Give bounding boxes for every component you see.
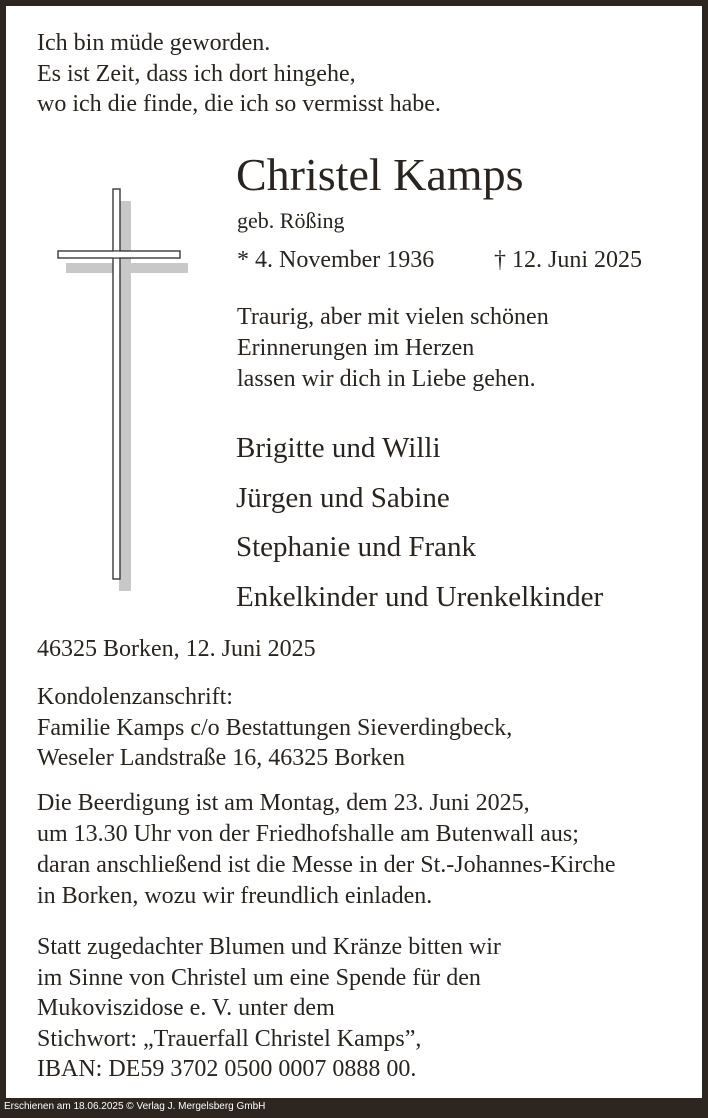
funeral-info	[37, 788, 616, 912]
donation-request	[37, 932, 501, 1085]
cross-shadow-horizontal	[66, 263, 188, 273]
verse-line: wo ich die finde, die ich so vermisst habe.	[37, 91, 441, 117]
farewell-line: Erinnerungen im Herzen	[237, 335, 475, 361]
farewell-text	[237, 302, 549, 395]
farewell-line: lassen wir dich in Liebe gehen.	[237, 366, 536, 392]
birth-date: * 4. November 1936	[237, 247, 435, 273]
condolence-line: Kondolenzanschrift:	[37, 684, 233, 710]
mourner: Enkelkinder und Urenkelkinder	[236, 580, 604, 613]
donation-line: im Sinne von Christel um eine Spende für den	[37, 964, 481, 991]
cross-shadow-vertical	[119, 201, 131, 591]
deceased-name: Christel Kamps	[236, 149, 524, 200]
death-date: † 12. Juni 2025	[494, 247, 643, 273]
mourner: Jürgen und Sabine	[236, 481, 450, 514]
condolence-address	[37, 682, 512, 774]
donation-line: Mukoviszidose e. V. unter dem	[37, 995, 335, 1021]
funeral-line: Die Beerdigung ist am Montag, dem 23. Juni 2025,	[37, 790, 530, 816]
funeral-line: in Borken, wozu wir freundlich einladen.	[37, 883, 433, 909]
donation-line: Stichwort: „Trauerfall Christel Kamps”,	[37, 1025, 422, 1052]
donation-iban: IBAN: DE59 3702 0500 0007 0888 00.	[37, 1056, 417, 1082]
publication-footer: Erschienen am 18.06.2025 © Verlag J. Mergelsberg GmbH	[4, 1101, 266, 1112]
mourners-list	[236, 424, 603, 622]
farewell-line: Traurig, aber mit vielen schönen	[237, 304, 549, 330]
place-and-date: 46325 Borken, 12. Juni 2025	[37, 636, 316, 662]
funeral-line: um 13.30 Uhr von der Friedhofshalle am Butenwall aus;	[37, 821, 579, 847]
cross-icon	[51, 181, 191, 591]
cross-vertical	[113, 189, 120, 579]
obituary-notice	[6, 6, 702, 1098]
mourner: Brigitte und Willi	[236, 432, 441, 464]
verse-line: Es ist Zeit, dass ich dort hingehe,	[37, 60, 356, 87]
condolence-line: Familie Kamps c/o Bestattungen Sieverdingbeck,	[37, 714, 513, 741]
birth-name: geb. Rößing	[237, 208, 345, 233]
condolence-line: Weseler Landstraße 16, 46325 Borken	[37, 745, 405, 771]
verse-line: Ich bin müde geworden.	[37, 30, 271, 56]
verse	[37, 28, 441, 120]
mourner: Stephanie und Frank	[236, 531, 477, 563]
donation-line: Statt zugedachter Blumen und Kränze bitten wir	[37, 934, 501, 960]
funeral-line: daran anschließend ist die Messe in der St.-Johannes-Kirche	[37, 852, 616, 878]
